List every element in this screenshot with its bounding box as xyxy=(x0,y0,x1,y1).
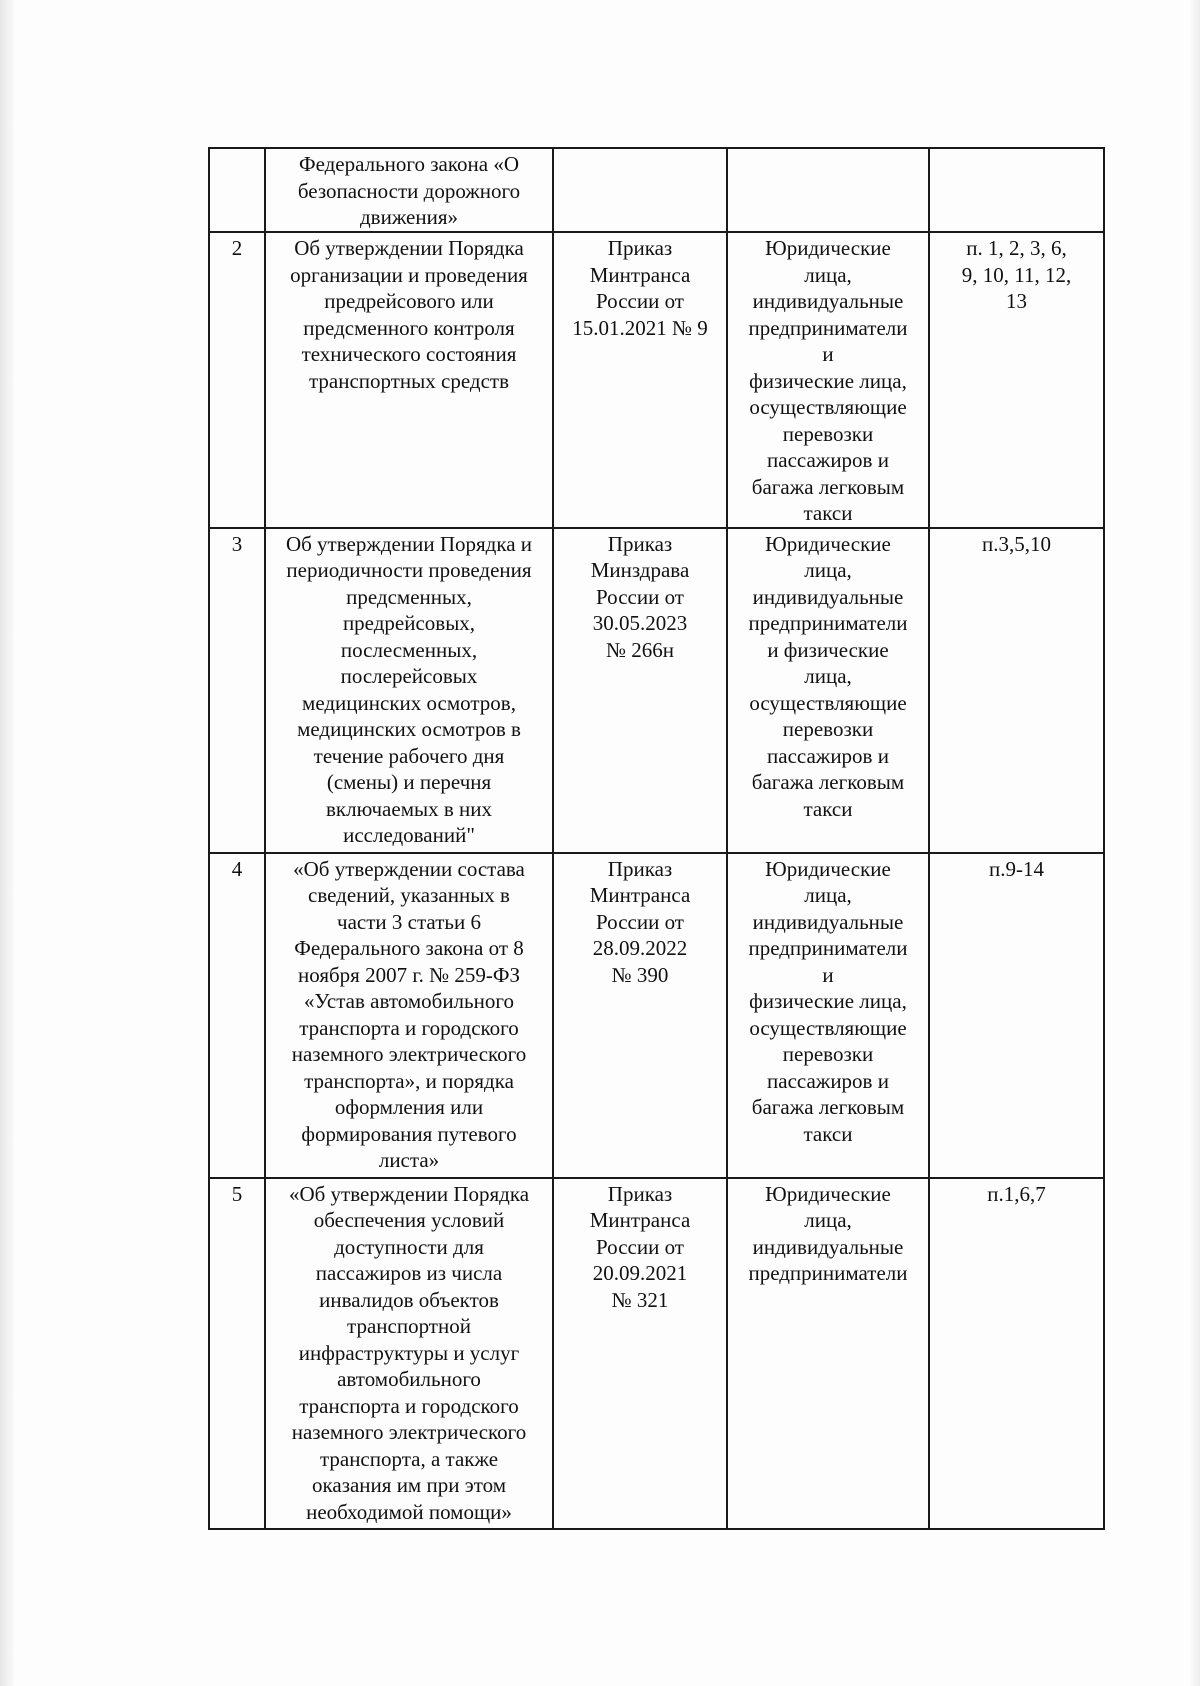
table-row xyxy=(209,1178,1104,1529)
subjects: Юридические лица, индивидуальные предприниматели xyxy=(748,1181,908,1285)
act-title: Об утверждении Порядка организации и проведения предрейсового или предсменного контроля технического состояния транспортных средств xyxy=(290,236,528,393)
scan-edge-right xyxy=(1190,0,1200,1686)
act-title-cell xyxy=(265,1178,553,1529)
act-reference: Приказ Минтранса России от 20.09.2021 № 321 xyxy=(589,1181,691,1312)
row-number-cell xyxy=(209,148,265,232)
clauses-cell xyxy=(929,853,1104,1178)
act-reference-cell xyxy=(553,148,727,232)
subjects-cell xyxy=(727,148,929,232)
act-reference: Приказ Минздрава России от 30.05.2023 № 266н xyxy=(590,531,690,662)
act-title: «Об утверждении состава сведений, указанных в части 3 статьи 6 Федерального закона от 8 ноября 2007 г. № 259-ФЗ «Устав автомобильного транспорта и городского наземного электрического транспорта», и порядка оформления или формирования путевого листа» xyxy=(291,856,527,1172)
act-reference-cell xyxy=(553,528,727,853)
act-title: «Об утверждении Порядка обеспечения условий доступности для пассажиров из числа инвалидов объектов транспортной инфраструктуры и услуг автомобильного транспорта и городского наземного электрического транспорта, а также оказания им при этом необходимой помощи» xyxy=(288,1181,530,1524)
act-reference: Приказ Минтранса России от 15.01.2021 № 9 xyxy=(572,236,708,340)
row-number: 2 xyxy=(231,236,243,260)
subjects-cell xyxy=(727,1178,929,1529)
row-number: 5 xyxy=(231,1181,243,1206)
clauses-cell xyxy=(929,528,1104,853)
act-title-cell xyxy=(265,853,553,1178)
act-reference-cell xyxy=(553,1178,727,1529)
clauses: п.9-14 xyxy=(989,856,1044,881)
clauses: п.1,6,7 xyxy=(987,1181,1046,1206)
act-title-cell xyxy=(265,148,553,232)
act-title-cell xyxy=(265,232,553,528)
act-reference-cell xyxy=(553,232,727,528)
table-row xyxy=(209,853,1104,1178)
act-title: Федерального закона «О безопасности дорожного движения» xyxy=(297,152,521,229)
subjects-cell xyxy=(727,853,929,1178)
table-row xyxy=(209,148,1104,232)
act-title: Об утверждении Порядка и периодичности проведения предсменных, предрейсовых, послесменных, послерейсовых медицинских осмотров, медицинских осмотров в течение рабочего дня (смены) и перечня включаемых в них исследований" xyxy=(285,531,533,847)
row-number-cell xyxy=(209,528,265,853)
subjects: Юридические лица, индивидуальные предприниматели и физические лица, осуществляющие перевозки пассажиров и багажа легковым такси xyxy=(748,236,908,525)
row-number: 3 xyxy=(231,531,243,556)
table-row xyxy=(209,528,1104,853)
clauses-cell xyxy=(929,148,1104,232)
row-number-cell xyxy=(209,853,265,1178)
clauses: п. 1, 2, 3, 6, 9, 10, 11, 12, 13 xyxy=(961,236,1072,313)
row-number-cell xyxy=(209,232,265,528)
row-number: 4 xyxy=(231,856,243,881)
table-row xyxy=(209,232,1104,528)
clauses: п.3,5,10 xyxy=(982,531,1051,556)
regulations-table xyxy=(208,147,1105,1530)
act-reference: Приказ Минтранса России от 28.09.2022 № 390 xyxy=(589,856,691,987)
act-reference-cell xyxy=(553,853,727,1178)
act-title-cell xyxy=(265,528,553,853)
subjects-cell xyxy=(727,232,929,528)
row-number-cell xyxy=(209,1178,265,1529)
subjects-cell xyxy=(727,528,929,853)
clauses-cell xyxy=(929,1178,1104,1529)
clauses-cell xyxy=(929,232,1104,528)
subjects: Юридические лица, индивидуальные предприниматели и физические лица, осуществляющие перевозки пассажиров и багажа легковым такси xyxy=(748,531,908,821)
subjects: Юридические лица, индивидуальные предприниматели и физические лица, осуществляющие перевозки пассажиров и багажа легковым такси xyxy=(748,856,908,1146)
scan-edge-left xyxy=(0,0,14,1686)
